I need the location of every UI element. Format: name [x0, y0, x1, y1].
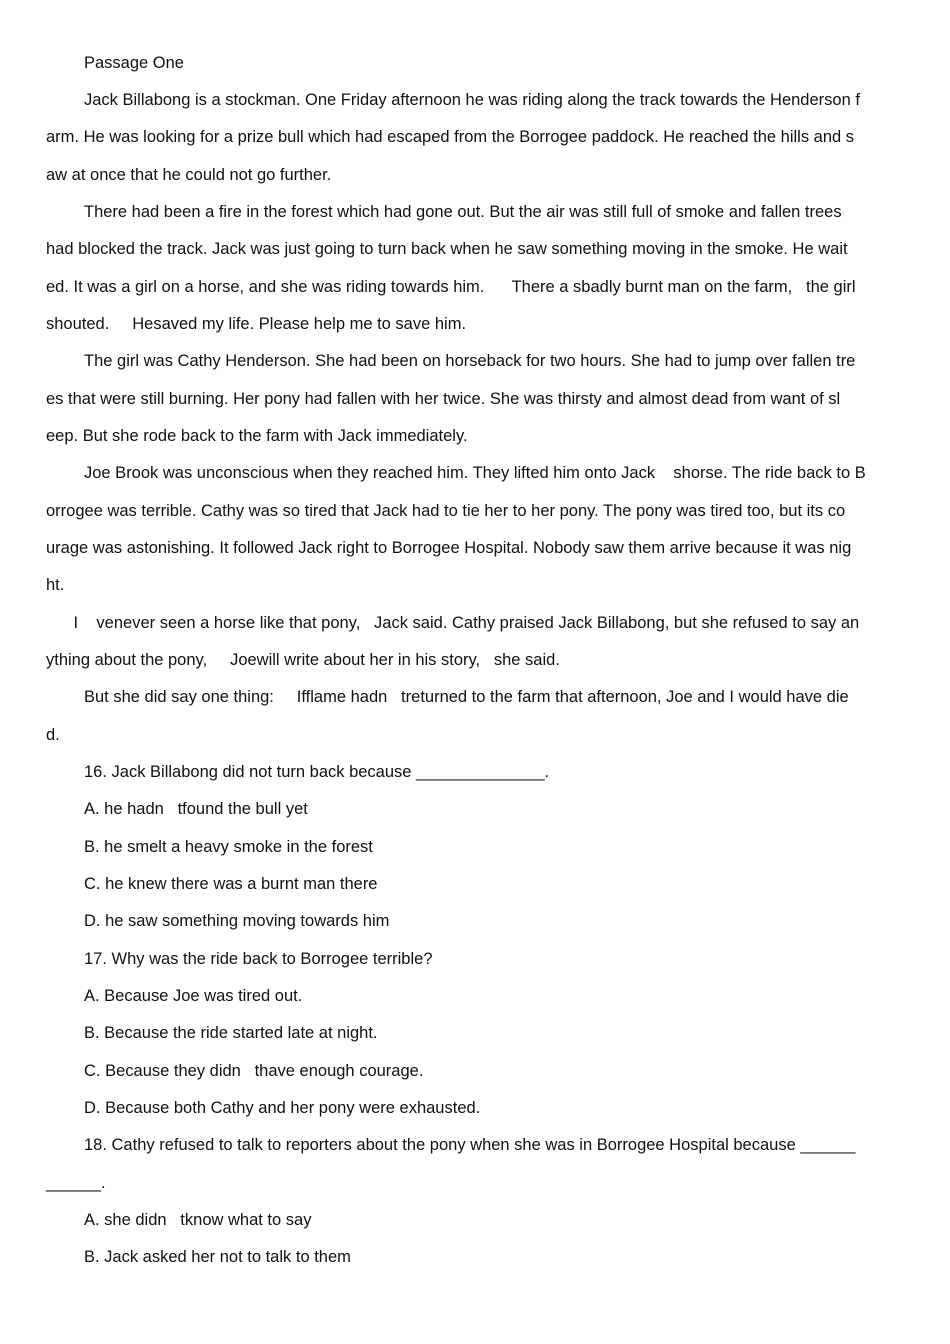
question-16-option-a: A. he hadn tfound the bull yet	[84, 800, 308, 818]
paragraph-line: ed. It was a girl on a horse, and she was riding towards him. There a sbadly burnt man on the farm, the girl	[46, 278, 856, 296]
paragraph-line: urage was astonishing. It followed Jack right to Borrogee Hospital. Nobody saw them arrive because it was nig	[46, 539, 852, 557]
question-18-continued: ______.	[46, 1174, 106, 1192]
paragraph-line: d.	[46, 726, 60, 744]
paragraph-line: had blocked the track. Jack was just going to turn back when he saw something moving in the smoke. He wait	[46, 240, 848, 258]
paragraph-line: Joe Brook was unconscious when they reached him. They lifted him onto Jack shorse. The ride back to B	[84, 464, 866, 482]
paragraph-line: ht.	[46, 576, 65, 594]
paragraph-line: orrogee was terrible. Cathy was so tired that Jack had to tie her to her pony. The pony was tired too, but its co	[46, 502, 846, 520]
paragraph-line: But she did say one thing: Ifflame hadn treturned to the farm that afternoon, Joe and I would have die	[84, 688, 849, 706]
paragraph-line: Jack Billabong is a stockman. One Friday afternoon he was riding along the track towards the Henderson f	[84, 91, 860, 109]
paragraph-line: arm. He was looking for a prize bull which had escaped from the Borrogee paddock. He reached the hills and s	[46, 128, 855, 146]
question-16-option-d: D. he saw something moving towards him	[84, 912, 390, 930]
paragraph-line: es that were still burning. Her pony had fallen with her twice. She was thirsty and almost dead from want of sl	[46, 390, 841, 408]
question-17-option-d: D. Because both Cathy and her pony were exhausted.	[84, 1099, 481, 1117]
paragraph-line: There had been a fire in the forest which had gone out. But the air was still full of smoke and fallen trees	[84, 203, 842, 221]
question-16: 16. Jack Billabong did not turn back because ______________.	[84, 763, 550, 781]
question-18-option-b: B. Jack asked her not to talk to them	[84, 1248, 351, 1266]
question-18: 18. Cathy refused to talk to reporters about the pony when she was in Borrogee Hospital because ______	[84, 1136, 856, 1154]
paragraph-line: shouted. Hesaved my life. Please help me to save him.	[46, 315, 467, 333]
passage-title: Passage One	[84, 54, 184, 72]
question-17-option-a: A. Because Joe was tired out.	[84, 987, 303, 1005]
paragraph-line: eep. But she rode back to the farm with Jack immediately.	[46, 427, 468, 445]
paragraph-line: I venever seen a horse like that pony, Jack said. Cathy praised Jack Billabong, but she refused to say an	[46, 614, 860, 632]
question-16-option-b: B. he smelt a heavy smoke in the forest	[84, 838, 373, 856]
question-17-option-c: C. Because they didn thave enough courage.	[84, 1062, 424, 1080]
question-18-option-a: A. she didn tknow what to say	[84, 1211, 312, 1229]
question-17-option-b: B. Because the ride started late at night.	[84, 1024, 378, 1042]
question-17: 17. Why was the ride back to Borrogee terrible?	[84, 950, 433, 968]
paragraph-line: ything about the pony, Joewill write about her in his story, she said.	[46, 651, 560, 669]
paragraph-line: aw at once that he could not go further.	[46, 166, 332, 184]
question-16-option-c: C. he knew there was a burnt man there	[84, 875, 378, 893]
paragraph-line: The girl was Cathy Henderson. She had been on horseback for two hours. She had to jump over fallen tre	[84, 352, 856, 370]
